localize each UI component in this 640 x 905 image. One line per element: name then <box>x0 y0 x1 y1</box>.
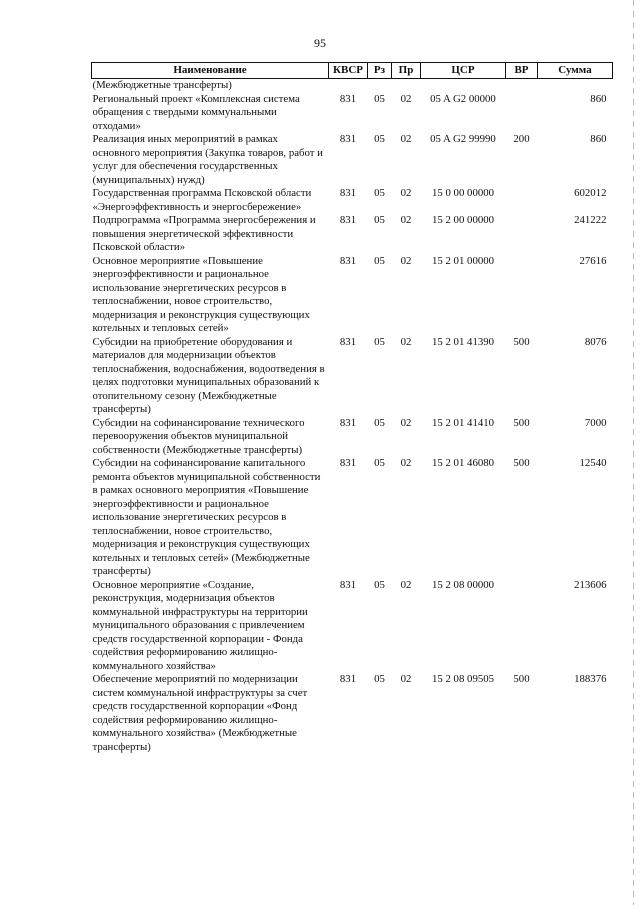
row-vr: 500 <box>513 416 530 429</box>
table-row <box>92 133 613 187</box>
table-row <box>92 336 613 417</box>
row-sum: 188376 <box>574 673 607 685</box>
row-csr: 15 2 01 41390 <box>431 335 495 348</box>
scan-edge-artifact <box>633 0 634 905</box>
row-name: Подпрограмма «Программа энергосбережения и повышения энергетической эффективности Псковской области» <box>92 214 316 253</box>
row-kvsr: 831 <box>339 335 357 348</box>
page-number: 95 <box>314 36 326 50</box>
row-sum: 213606 <box>574 578 607 591</box>
row-sum: 7000 <box>584 416 607 429</box>
table-row <box>92 214 613 255</box>
row-vr <box>506 579 538 674</box>
row-pr: 02 <box>400 214 412 226</box>
row-name: Субсидии на приобретение оборудования и материалов для модернизации объектов теплоснабжения, водоснабжения, водоотведения в целях подготовки муниципальных образований к отопительному сезону (Межбюджетные трансферты) <box>92 335 325 415</box>
row-csr: 15 2 08 09505 <box>431 673 495 685</box>
row-pr: 02 <box>400 254 412 267</box>
row-sum: 27616 <box>579 254 607 267</box>
row-csr: 15 2 01 41410 <box>431 416 495 429</box>
row-pr: 02 <box>400 673 412 685</box>
header-vr: ВР <box>506 63 538 79</box>
row-vr: 500 <box>513 457 530 469</box>
row-vr <box>506 214 538 255</box>
row-pr: 02 <box>400 187 412 199</box>
row-kvsr: 831 <box>339 457 357 469</box>
row-csr: 15 2 08 00000 <box>431 578 495 591</box>
row-kvsr: 831 <box>339 187 357 199</box>
row-kvsr: 831 <box>339 578 357 591</box>
row-rz: 05 <box>374 133 385 145</box>
row-name: Основное мероприятие «Повышение энергоэффективности и рациональное использование энергетических ресурсов в теплоснабжении, новое строительство, модернизация и реконструкция существующих котельных и тепловых сетей» <box>92 254 310 334</box>
row-vr <box>506 187 538 214</box>
row-pr: 02 <box>400 416 412 429</box>
header-name: Наименование <box>92 63 329 79</box>
row-csr: 05 A G2 00000 <box>430 92 496 105</box>
row-kvsr: 831 <box>339 416 357 429</box>
header-rz: Рз <box>368 63 392 79</box>
row-rz: 05 <box>374 578 385 591</box>
row-vr <box>506 93 538 134</box>
row-pr: 02 <box>400 578 412 591</box>
table-row <box>92 255 613 336</box>
row-vr: 500 <box>513 335 530 348</box>
table-row <box>92 457 613 579</box>
row-kvsr: 831 <box>339 133 357 145</box>
table-row <box>92 417 613 458</box>
row-sum: 241222 <box>574 214 607 226</box>
row-rz: 05 <box>374 187 385 199</box>
row-pr: 02 <box>400 133 412 145</box>
row-vr: 200 <box>513 133 530 145</box>
row-name: Обеспечение мероприятий по модернизации систем коммунальной инфраструктуры за счет средств государственной корпорации «Фонд содействия реформированию жилищно-коммунального хозяйства» (Межбюджетные трансферты) <box>92 673 308 753</box>
row-sum: 12540 <box>579 457 607 469</box>
row-sum <box>538 79 613 93</box>
row-vr <box>506 255 538 336</box>
row-name: Региональный проект «Комплексная система обращения с твердыми коммунальными отходами» <box>92 92 300 132</box>
table-row <box>92 79 613 93</box>
row-kvsr <box>329 79 368 93</box>
row-csr: 15 2 00 00000 <box>431 214 495 226</box>
row-name: Субсидии на софинансирование капитального ремонта объектов муниципальной собственности в рамках основного мероприятия «Повышение энергоэффективности и рациональное использование энергетических ресурсов в теплоснабжении, новое строительство, модернизация и реконструкция существующих котельных и тепловых сетей» (Межбюджетные трансферты) <box>92 457 321 577</box>
header-csr: ЦСР <box>421 63 506 79</box>
row-pr: 02 <box>400 92 412 105</box>
row-rz: 05 <box>374 92 385 105</box>
table-row <box>92 93 613 134</box>
row-kvsr: 831 <box>339 254 357 267</box>
table-row <box>92 673 613 754</box>
header-kvsr: КВСР <box>329 63 368 79</box>
budget-table <box>91 62 613 754</box>
row-vr: 500 <box>513 673 530 685</box>
header-sum: Сумма <box>538 63 613 79</box>
row-kvsr: 831 <box>339 673 357 685</box>
row-name: Основное мероприятие «Создание, реконструкция, модернизация объектов коммунальной инфраструктуры на территории муниципального образования с привлечением средств государственной корпорации - Фонда содействия реформированию жилищно-коммунального хозяйства» <box>92 578 308 672</box>
row-rz: 05 <box>374 457 385 469</box>
row-csr: 15 2 01 46080 <box>431 457 495 469</box>
row-kvsr: 831 <box>339 214 357 226</box>
row-name: Реализация иных мероприятий в рамках основного мероприятия (Закупка товаров, работ и услуг для обеспечения государственных (муниципальных) нужд) <box>92 133 323 186</box>
row-csr <box>421 79 506 93</box>
row-csr: 15 2 01 00000 <box>431 254 495 267</box>
row-sum: 860 <box>590 133 607 145</box>
table-header-row <box>92 63 613 79</box>
row-pr: 02 <box>400 457 412 469</box>
row-kvsr: 831 <box>339 92 357 105</box>
row-rz <box>368 79 392 93</box>
row-sum: 8076 <box>584 335 607 348</box>
row-csr: 05 A G2 99990 <box>430 133 496 145</box>
row-rz: 05 <box>374 214 385 226</box>
row-pr: 02 <box>400 335 412 348</box>
row-csr: 15 0 00 00000 <box>431 187 495 199</box>
row-vr <box>506 79 538 93</box>
table-row <box>92 187 613 214</box>
row-name: Государственная программа Псковской области «Энергоэффективность и энергосбережение» <box>92 187 312 213</box>
row-rz: 05 <box>374 254 385 267</box>
row-name: (Межбюджетные трансферты) <box>92 79 232 91</box>
row-rz: 05 <box>374 673 385 685</box>
row-pr <box>392 79 421 93</box>
table-row <box>92 579 613 674</box>
row-rz: 05 <box>374 335 385 348</box>
row-rz: 05 <box>374 416 385 429</box>
row-sum: 860 <box>590 92 607 105</box>
row-sum: 602012 <box>574 187 607 199</box>
row-name: Субсидии на софинансирование технического перевооружения объектов муниципальной собственности (Межбюджетные трансферты) <box>92 416 305 456</box>
header-pr: Пр <box>392 63 421 79</box>
